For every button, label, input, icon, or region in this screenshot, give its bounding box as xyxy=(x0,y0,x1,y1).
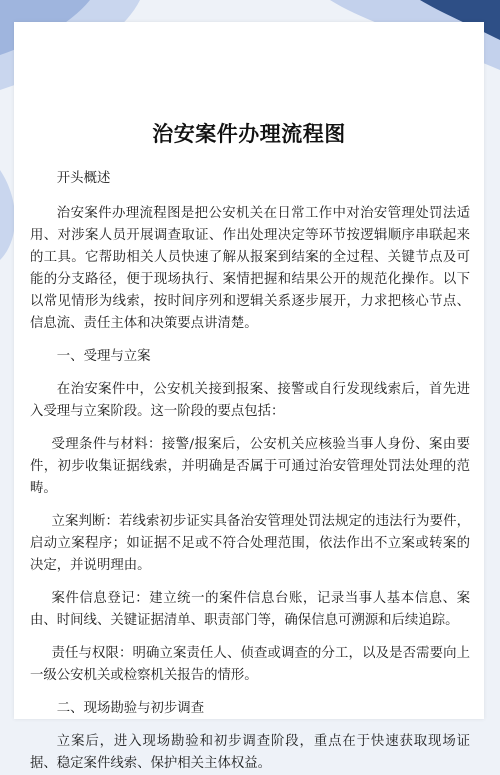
section-1-item-filing: 立案判断：若线索初步证实具备治安管理处罚法规定的违法行为要件，启动立案程序；如证据不足或不符合处理范围，依法作出不立案或转案的决定，并说明理由。 xyxy=(30,514,470,573)
document-page xyxy=(14,22,484,771)
section-1-item-responsibility: 责任与权限：明确立案责任人、侦查或调查的分工，以及是否需要向上一级公安机关或检察机关报告的情形。 xyxy=(30,646,470,683)
document-body xyxy=(30,168,470,775)
section-1-heading: 一、受理与立案 xyxy=(56,349,151,364)
section-1-item-acceptance: 受理条件与材料：接警/报案后，公安机关应核验当事人身份、案由要件，初步收集证据线索，并明确是否属于可通过治安管理处罚法处理的范畴。 xyxy=(30,437,470,496)
intro-paragraph: 治安案件办理流程图是把公安机关在日常工作中对治安管理处罚法适用、对涉案人员开展调查取证、作出处理决定等环节按逻辑顺序串联起来的工具。它帮助相关人员快速了解从报案到结案的全过程、关键节点及可能的分支路径，便于现场执行、案情把握和结果公开的规范化操作。以下以常见情形为线索，按时间序列和逻辑关系逐步展开，力求把核心节点、信息流、责任主体和决策要点讲清楚。 xyxy=(30,206,470,331)
section-1-paragraph: 在治安案件中，公安机关接到报案、接警或自行发现线索后，首先进入受理与立案阶段。这一阶段的要点包括： xyxy=(30,382,470,419)
document-title: 治安案件办理流程图 xyxy=(152,121,346,146)
section-2-paragraph: 立案后，进入现场勘验和初步调查阶段，重点在于快速获取现场证据、稳定案件线索、保护相关主体权益。 xyxy=(30,734,470,771)
section-2-heading: 二、现场勘验与初步调查 xyxy=(56,701,205,716)
section-1-item-registration: 案件信息登记：建立统一的案件信息台账，记录当事人基本信息、案由、时间线、关键证据清单、职责部门等，确保信息可溯源和后续追踪。 xyxy=(30,591,470,628)
intro-heading: 开头概述 xyxy=(56,171,111,186)
